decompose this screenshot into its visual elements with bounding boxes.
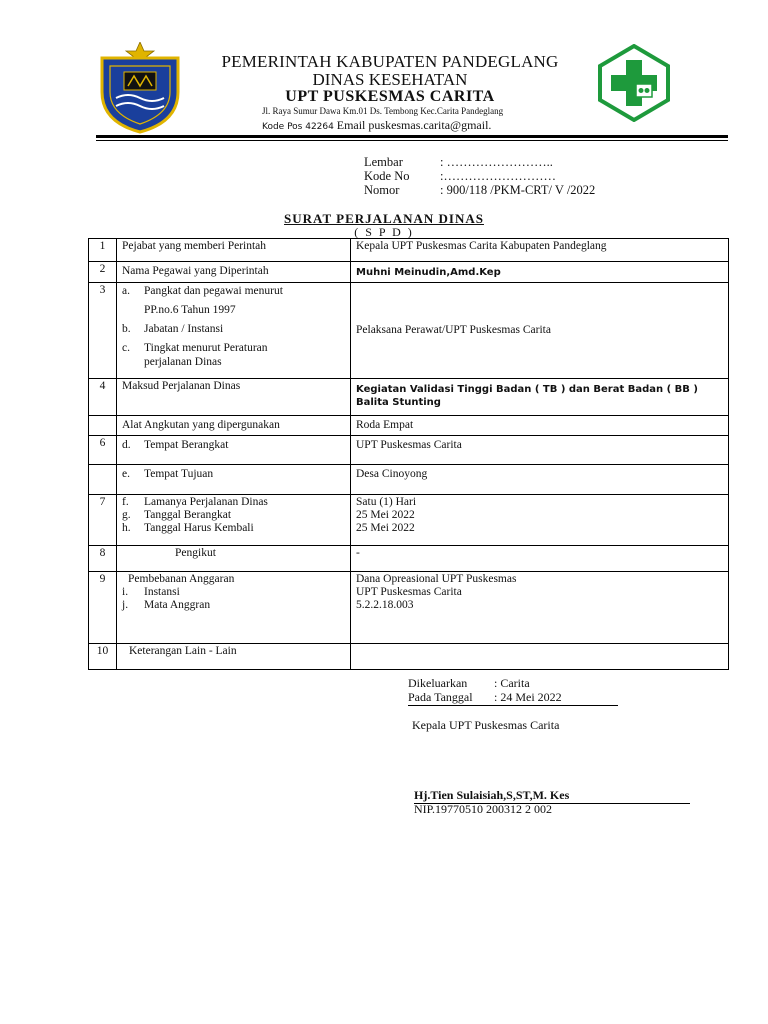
sub-text: Instansi — [144, 586, 180, 598]
issued-at-value: : Carita — [494, 676, 530, 690]
row-number: 2 — [89, 262, 117, 283]
budget-source: Dana Opreasional UPT Puskesmas — [356, 573, 517, 585]
duration-value: Satu (1) Hari — [356, 496, 417, 508]
row-value: Kegiatan Validasi Tinggi Badan ( TB ) dan Berat Badan ( BB ) Balita Stunting — [351, 379, 729, 416]
header-line-government: PEMERINTAH KABUPATEN PANDEGLANG — [221, 52, 559, 71]
row-number: 3 — [89, 283, 117, 379]
header-line-agency: DINAS KESEHATAN — [312, 70, 468, 89]
return-date-value: 25 Mei 2022 — [356, 522, 415, 534]
row-value: Muhni Meinudin,Amd.Kep — [351, 262, 729, 283]
sub-letter: d. — [122, 439, 131, 451]
sub-letter: h. — [122, 522, 131, 534]
issued-date-value: : 24 Mei 2022 — [494, 690, 562, 704]
sub-letter: f. — [122, 496, 129, 508]
sub-text: Pangkat dan pegawai menurut — [144, 285, 283, 297]
ref-kode-value: :……………………… — [440, 169, 556, 183]
document-subtitle: ( S P D ) — [354, 225, 414, 239]
sub-text: Tanggal Berangkat — [144, 509, 232, 521]
sub-text: Tempat Berangkat — [144, 439, 229, 451]
ref-kode-label: Kode No — [364, 169, 410, 183]
row-number — [89, 465, 117, 495]
table-row — [89, 572, 729, 644]
sub-text: Tingkat menurut Peraturan — [144, 342, 268, 354]
row-label: Pengikut — [117, 546, 351, 572]
row-value: Desa Cinoyong — [351, 465, 729, 495]
row-number: 9 — [89, 572, 117, 644]
sub-letter: b. — [122, 323, 131, 335]
postal-code: Kode Pos 42264 — [262, 122, 337, 132]
document-title: SURAT PERJALANAN DINAS — [284, 211, 484, 226]
signatory-name: Hj.Tien Sulaisiah,S,ST,M. Kes — [414, 788, 690, 804]
ref-nomor-label: Nomor — [364, 183, 400, 197]
sub-text: Tempat Tujuan — [144, 468, 214, 480]
row-label: Alat Angkutan yang dipergunakan — [117, 416, 351, 436]
table-row — [89, 379, 729, 416]
issued-date-label: Pada Tanggal — [408, 690, 473, 704]
sub-text: Tanggal Harus Kembali — [144, 522, 254, 534]
sub-text-continued: perjalanan Dinas — [144, 356, 222, 368]
row-number — [89, 416, 117, 436]
row-value — [351, 644, 729, 670]
table-row — [89, 436, 729, 465]
table-row — [89, 546, 729, 572]
ref-lembar-value: : …………………….. — [440, 155, 553, 169]
header-address: Jl. Raya Sumur Dawa Km.01 Ds. Tembong Kec.Carita Pandeglang — [262, 106, 504, 116]
email-text: Email puskesmas.carita@gmail. — [336, 118, 492, 132]
sub-letter: c. — [122, 342, 130, 354]
sub-letter: a. — [122, 285, 130, 297]
row-value: Pelaksana Perawat/UPT Puskesmas Carita — [351, 283, 729, 379]
row-label: Pembebanan Anggaran — [128, 573, 235, 585]
signatory-nip: NIP.19770510 200312 2 002 — [414, 802, 553, 816]
sub-letter: i. — [122, 586, 129, 598]
header-divider-thick — [96, 135, 728, 138]
row-value: - — [351, 546, 729, 572]
sub-text: Lamanya Perjalanan Dinas — [144, 496, 268, 508]
row-label: Nama Pegawai yang Diperintah — [117, 262, 351, 283]
row-label-group — [117, 283, 351, 379]
spd-table — [88, 238, 729, 670]
depart-date-value: 25 Mei 2022 — [356, 509, 415, 521]
sub-text: Mata Anggran — [144, 599, 211, 611]
sub-letter: g. — [122, 509, 131, 521]
row-number: 7 — [89, 495, 117, 546]
ref-lembar — [364, 155, 553, 170]
row-label: Pejabat yang memberi Perintah — [117, 239, 351, 262]
row-number: 1 — [89, 239, 117, 262]
header-line-unit: UPT PUSKESMAS CARITA — [285, 88, 495, 105]
ref-kode — [364, 169, 556, 184]
issued-at-label: Dikeluarkan — [408, 676, 468, 690]
table-row — [89, 283, 729, 379]
row-value: Kepala UPT Puskesmas Carita Kabupaten Pandeglang — [351, 239, 729, 262]
issued-at — [408, 676, 530, 691]
sub-text-continued: PP.no.6 Tahun 1997 — [144, 304, 236, 316]
header-divider-thin — [96, 140, 728, 141]
table-row — [89, 644, 729, 670]
row-label: Maksud Perjalanan Dinas — [117, 379, 351, 416]
budget-account: 5.2.2.18.003 — [356, 599, 414, 611]
issued-date — [408, 690, 618, 706]
ref-nomor-value: : 900/118 /PKM-CRT/ V /2022 — [440, 183, 596, 197]
row-number: 10 — [89, 644, 117, 670]
ref-lembar-label: Lembar — [364, 155, 403, 169]
row-number: 6 — [89, 436, 117, 465]
ref-nomor — [364, 183, 595, 198]
sub-letter: e. — [122, 468, 130, 480]
budget-agency: UPT Puskesmas Carita — [356, 586, 462, 598]
table-row — [89, 416, 729, 436]
row-label: Keterangan Lain - Lain — [117, 644, 351, 670]
header-postal — [262, 118, 491, 133]
table-row — [89, 465, 729, 495]
puskesmas-logo — [596, 44, 672, 122]
table-row — [89, 495, 729, 546]
row-number: 4 — [89, 379, 117, 416]
sub-text: Jabatan / Instansi — [144, 323, 224, 335]
row-value: UPT Puskesmas Carita — [351, 436, 729, 465]
row-value: Roda Empat — [351, 416, 729, 436]
table-row — [89, 262, 729, 283]
table-row — [89, 239, 729, 262]
sub-letter: j. — [122, 599, 129, 611]
signatory-position: Kepala UPT Puskesmas Carita — [412, 718, 560, 732]
regency-logo — [98, 42, 182, 134]
row-number: 8 — [89, 546, 117, 572]
